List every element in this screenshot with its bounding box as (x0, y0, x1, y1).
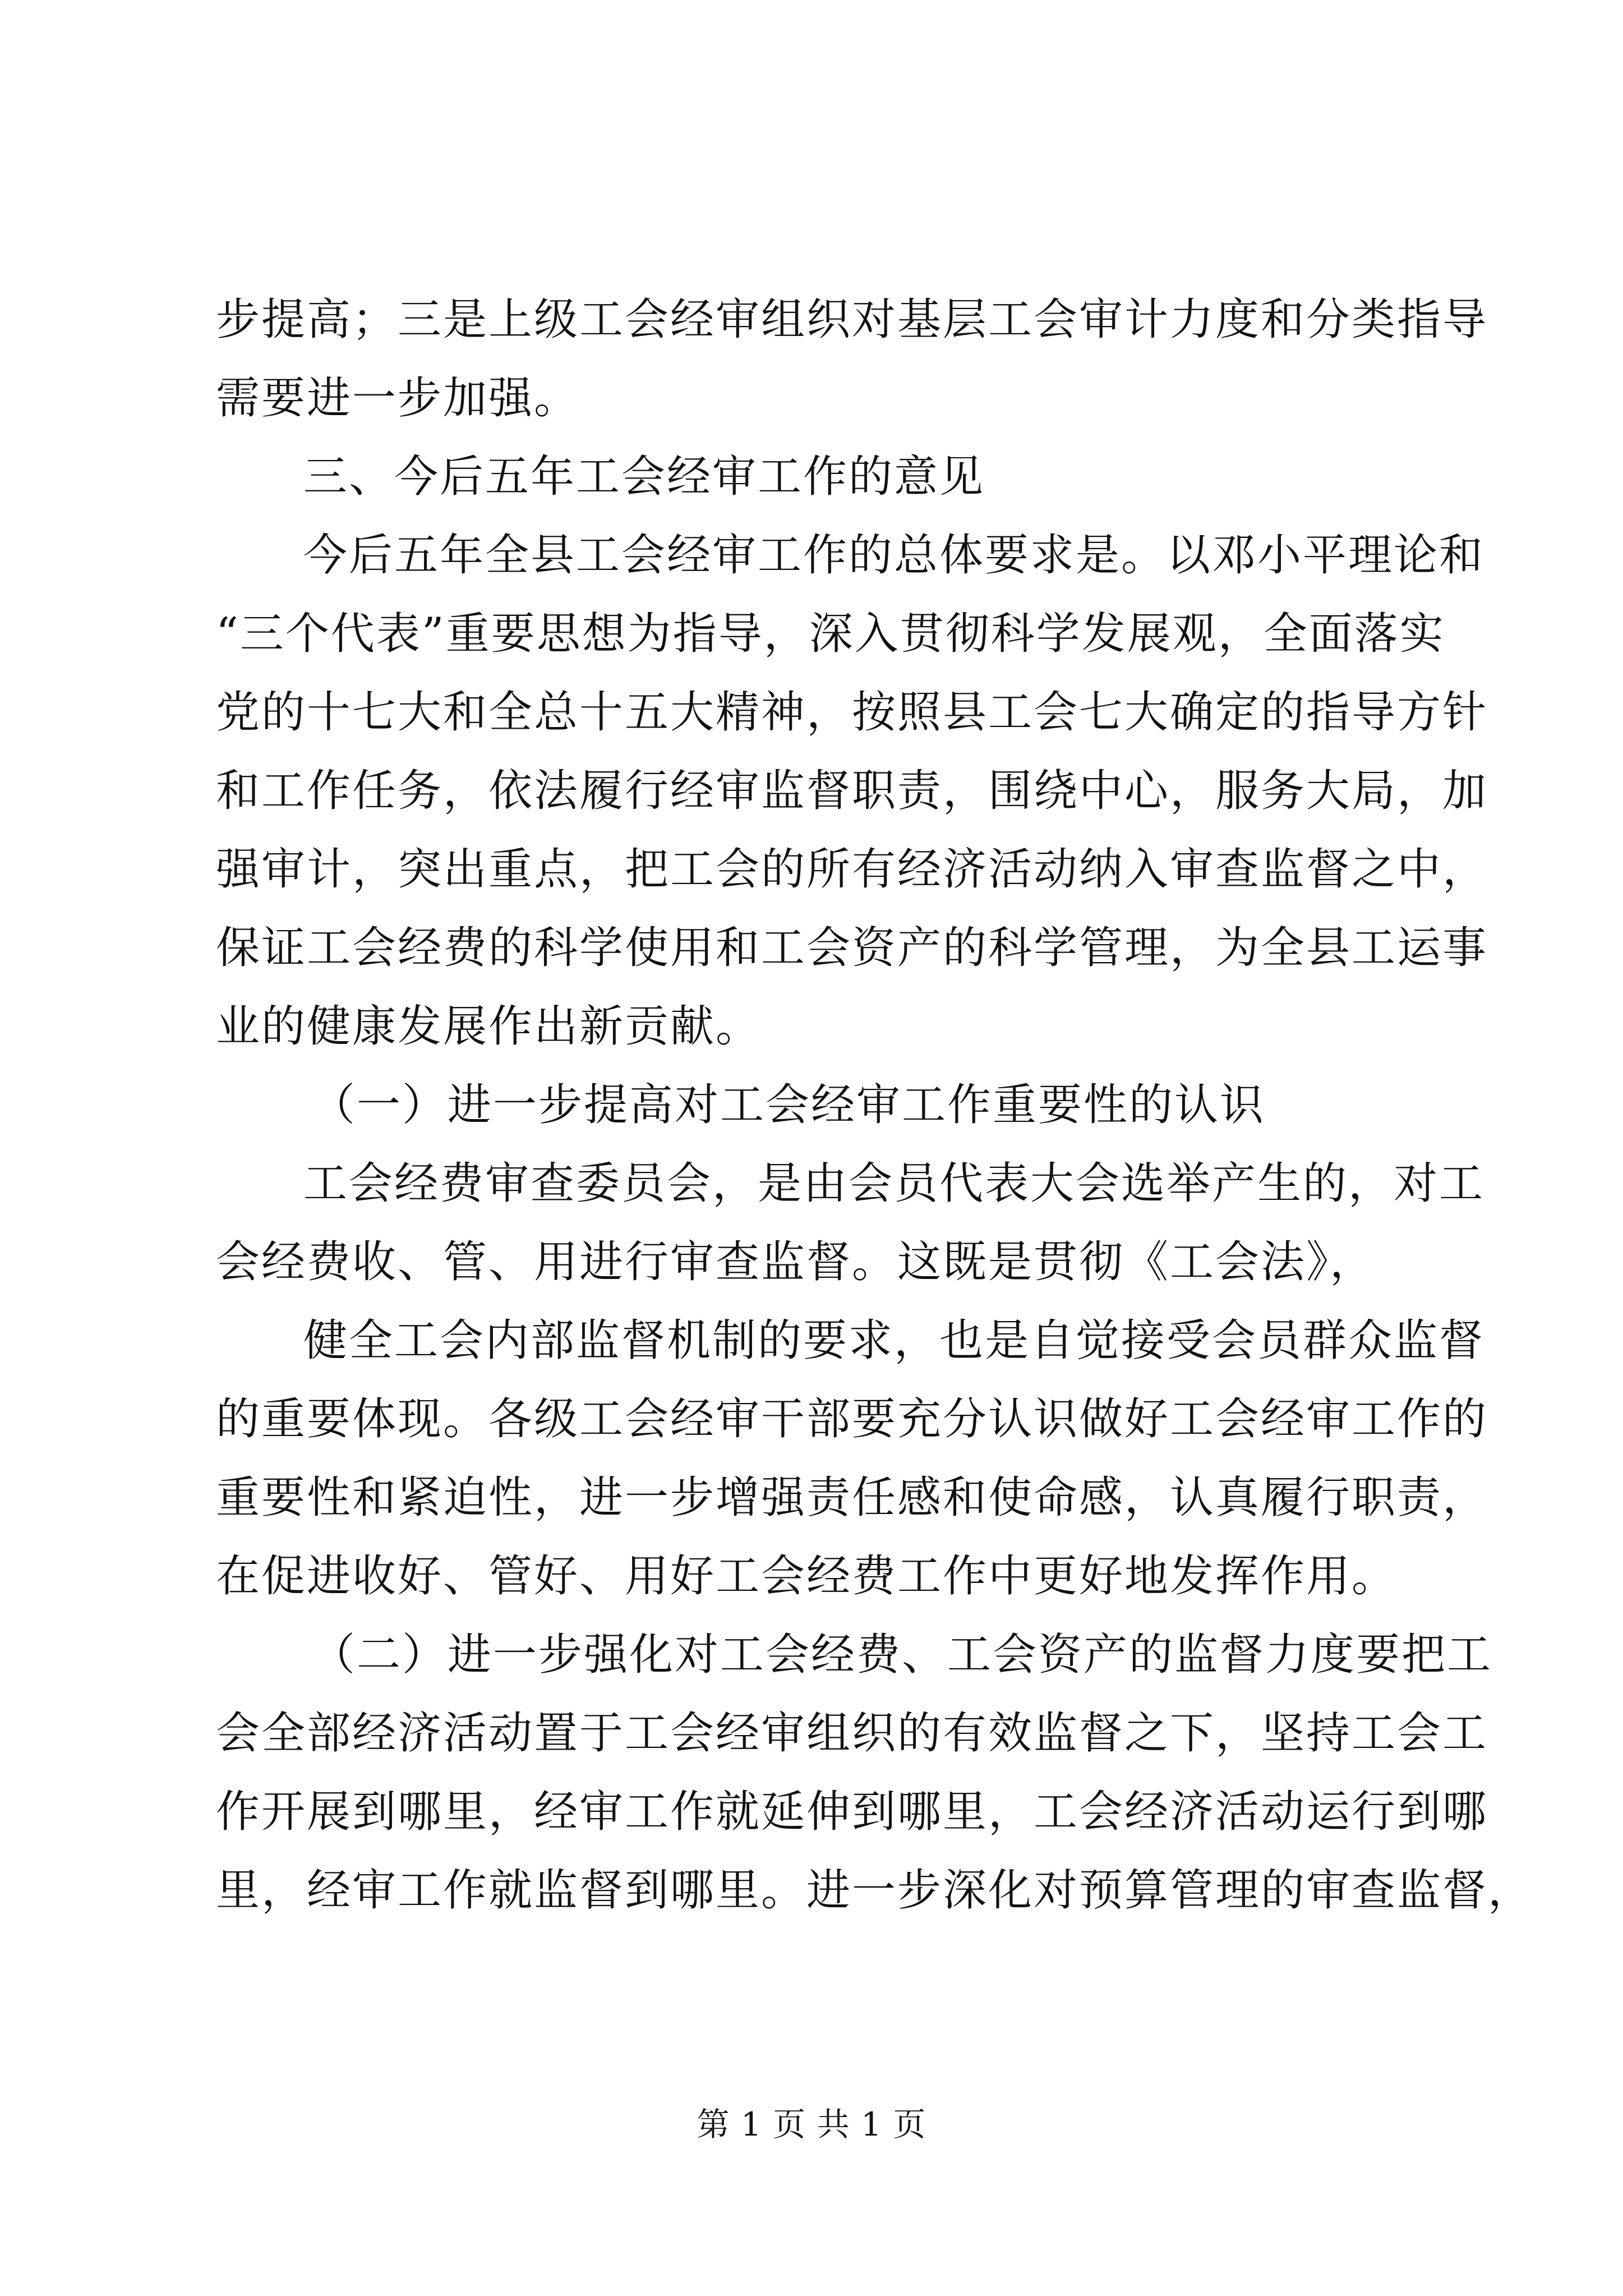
paragraph-line: 保证工会经费的科学使用和工会资产的科学管理，为全县工运事 (216, 923, 1488, 973)
paragraph-line: 健全工会内部监督机制的要求，也是自觉接受会员群众监督 (303, 1315, 1485, 1366)
subsection-heading: （一）进一步提高对工会经审工作重要性的认识 (311, 1080, 1266, 1130)
paragraph-line: 步提高；三是上级工会经审组织对基层工会审计力度和分类指导 (216, 295, 1488, 345)
paragraph-line: 会全部经济活动置于工会经审组织的有效监督之下，坚持工会工 (216, 1708, 1488, 1759)
paragraph-line: 在促进收好、管好、用好工会经费工作中更好地发挥作用。 (216, 1551, 1398, 1602)
paragraph-line: 党的十七大和全总十五大精神，按照县工会七大确定的指导方针 (216, 687, 1488, 738)
paragraph-line: 的重要体现。各级工会经审干部要充分认识做好工会经审工作的 (216, 1394, 1488, 1444)
paragraph-line: 重要性和紧迫性，进一步增强责任感和使命感，认真履行职责， (216, 1473, 1488, 1523)
section-heading: 三、今后五年工会经审工作的意见 (303, 452, 985, 502)
subsection-heading: （二）进一步强化对工会经费、工会资产的监督力度要把工 (311, 1630, 1493, 1680)
paragraph-line: “三个代表”重要思想为指导，深入贯彻科学发展观，全面落实 (216, 609, 1445, 659)
paragraph-line: 需要进一步加强。 (216, 373, 580, 424)
paragraph-line: 业的健康发展作出新贡献。 (216, 1001, 762, 1052)
paragraph-line: 里，经审工作就监督到哪里。进一步深化对预算管理的审查监督， (216, 1865, 1534, 1916)
paragraph-line: 工会经费审查委员会，是由会员代表大会选举产生的，对工 (303, 1158, 1485, 1209)
paragraph-line: 和工作任务，依法履行经审监督职责，围绕中心，服务大局，加 (216, 766, 1488, 816)
paragraph-line: 今后五年全县工会经审工作的总体要求是。以邓小平理论和 (303, 530, 1485, 581)
paragraph-line: 会经费收、管、用进行审查监督。这既是贯彻《工会法》， (216, 1237, 1376, 1287)
page-number-footer: 第 1 页 共 1 页 (697, 2105, 926, 2143)
paragraph-line: 强审计，突出重点，把工会的所有经济活动纳入审查监督之中， (216, 844, 1488, 895)
paragraph-line: 作开展到哪里，经审工作就延伸到哪里，工会经济活动运行到哪 (216, 1787, 1488, 1837)
document-body (216, 280, 1534, 1930)
